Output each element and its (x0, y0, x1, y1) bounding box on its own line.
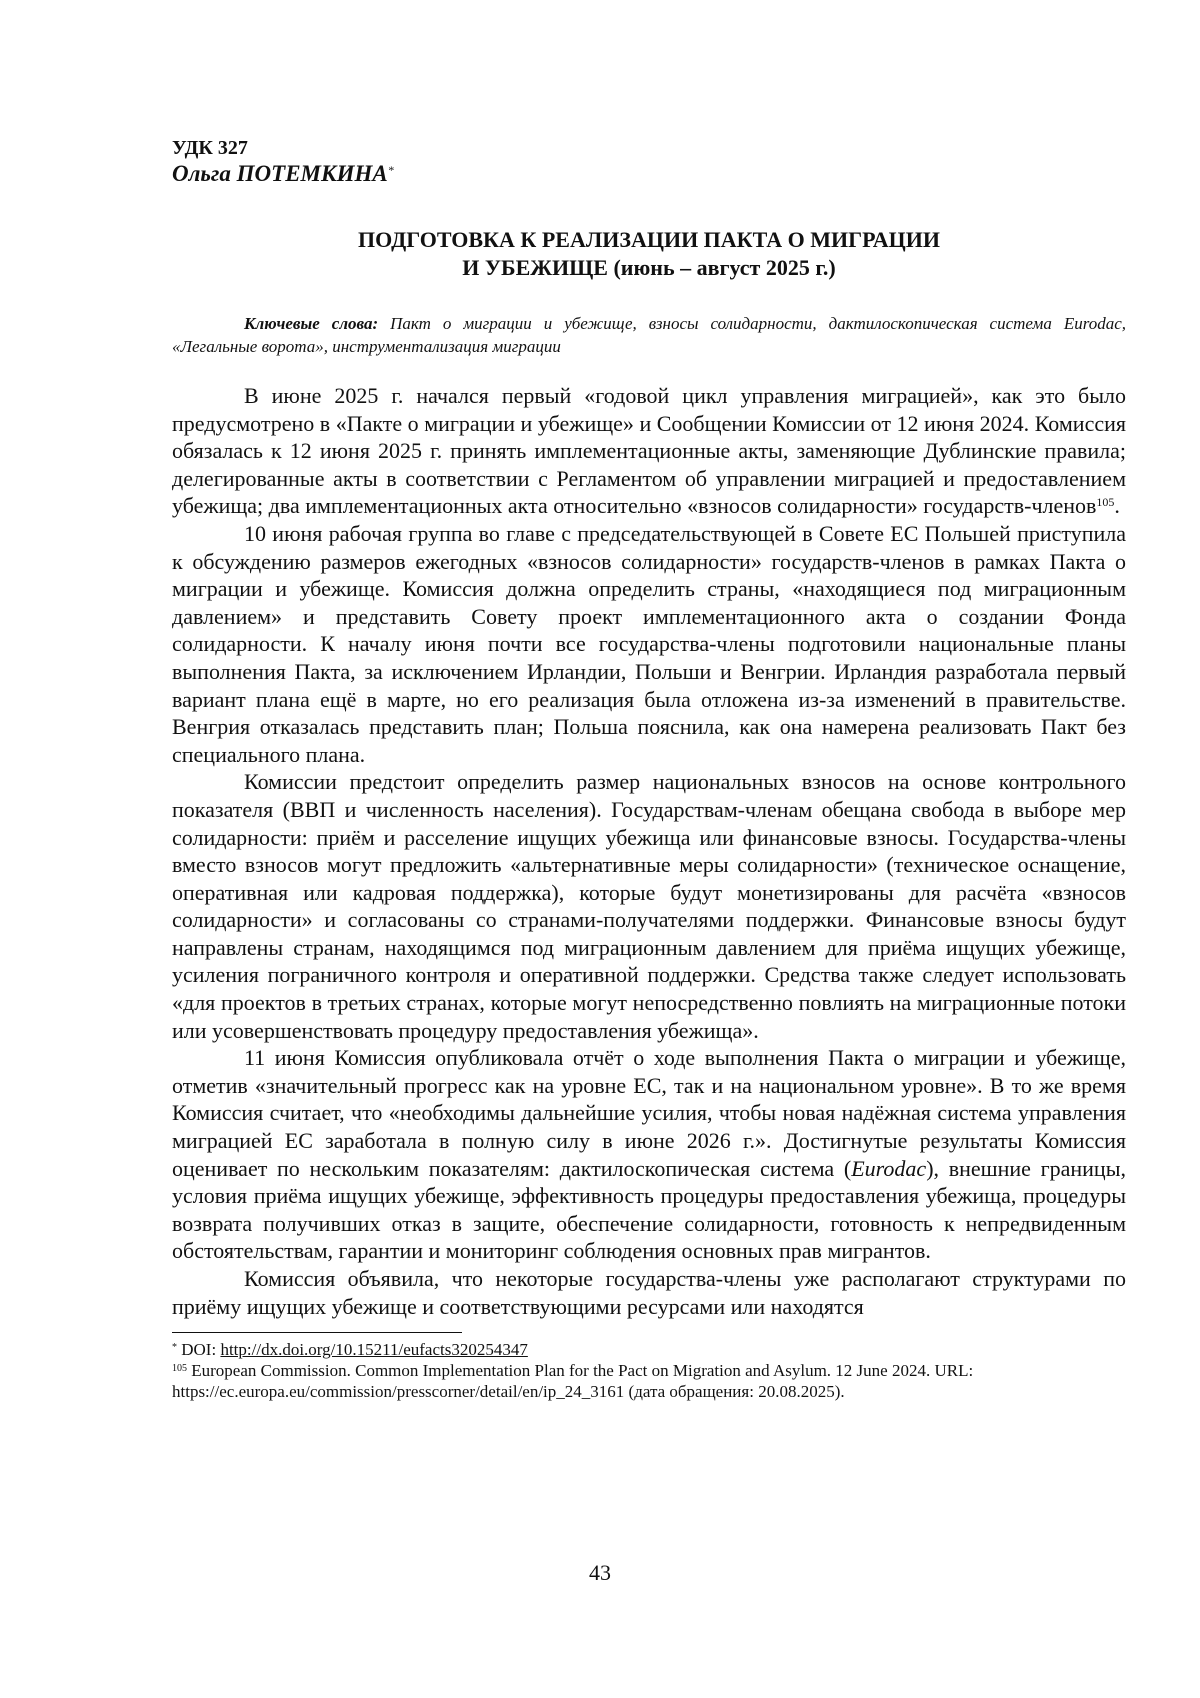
footnote-105-text: European Commission. Common Implementation Plan for the Pact on Migration and Asylum. 12 June 2024. URL: https://ec.europa.eu/commission/presscorner/detail/en/ip_24_3161 (дата обращения: 20.08.2025). (172, 1361, 974, 1402)
author-name-text: Ольга ПОТЕМКИНА (172, 161, 388, 186)
paragraph-3: Комиссии предстоит определить размер национальных взносов на основе контрольного показателя (ВВП и численность населения). Государствам-членам обещана свобода в выборе мер солидарности: приём и расселение ищущих убежища или финансовые взносы. Государства-члены вместо взносов могут предложить «альтернативные меры солидарности» (техническое оснащение, оперативная или кадровая поддержка), которые будут монетизированы для расчёта «взносов солидарности» и согласованы со странами-получателями поддержки. Финансовые взносы будут направлены странам, находящимся под миграционным давлением для приёма ищущих убежище, усиления пограничного контроля и оперативной поддержки. Средства также следует использовать «для проектов в третьих странах, которые могут непосредственно повлиять на миграционные потоки или усовершенствовать процедуру предоставления убежища». (172, 769, 1126, 1043)
footnote-doi-label: DOI: (177, 1340, 221, 1360)
paragraph-1-end: . (1114, 493, 1120, 519)
footnote-divider (172, 1332, 462, 1333)
article-title-line-1: ПОДГОТОВКА К РЕАЛИЗАЦИИ ПАКТА О МИГРАЦИИ (358, 227, 940, 252)
paragraph-4 (172, 1044, 1126, 1265)
paragraph-5: Комиссия объявила, что некоторые государства-члены уже располагают структурами по приёму ищущих убежище и соответствующими ресурсами или находятся (172, 1266, 1126, 1319)
paragraph-4-text-b: ), внешние границы, условия приёма ищущих убежище, эффективность процедуры предоставления убежища, процедуры возврата получивших отказ в защите, обеспечение солидарности, готовность к непредвиденным обстоятельствам, гарантии и мониторинг соблюдения основных прав мигрантов. (172, 1155, 1126, 1264)
keywords-text: Пакт о миграции и убежище, взносы солидарности, дактилоскопическая система Eurodac, «Легальные ворота», инструментализация миграции (172, 314, 1126, 356)
footnote-doi (172, 1339, 1126, 1360)
paragraph-1-text: В июне 2025 г. начался первый «годовой цикл управления миграцией», как это было предусмотрено в «Пакте о миграции и убежище» и Сообщении Комиссии от 12 июня 2024. Комиссия обязалась к 12 июня 2025 г. принять имплементационные акты, заменяющие Дублинские правила; делегированные акты в соответствии с Регламентом об управлении миграцией и предоставлением убежища; два имплементационных акта относительно «взносов солидарности» государств-членов (172, 383, 1126, 519)
footnote-105-mark: 105 (172, 1363, 187, 1375)
footnotes (172, 1339, 1126, 1402)
author-name (172, 160, 1126, 188)
paragraph-2: 10 июня рабочая группа во главе с председательствующей в Совете ЕС Польшей приступила к обсуждению размеров ежегодных «взносов солидарности» государств-членов в рамках Пакта о миграции и убежище. Комиссия должна определить страны, «находящиеся под миграционным давлением» и представить Совету проект имплементационного акта о создании Фонда солидарности. К началу июня почти все государства-члены подготовили национальные планы выполнения Пакта, за исключением Ирландии, Польши и Венгрии. Ирландия разработала первый вариант плана ещё в марте, но его реализация была отложена из-за изменений в правительстве. Венгрия отказалась представить план; Польша пояснила, как она намерена реализовать Пакт без специального плана. (172, 520, 1126, 767)
article-title (172, 226, 1126, 282)
paragraph-1 (172, 382, 1126, 520)
article-title-line-2: И УБЕЖИЩЕ (июнь – август 2025 г.) (462, 255, 836, 280)
udk-code: УДК 327 (172, 137, 248, 159)
keywords-label: Ключевые слова: (244, 314, 379, 333)
page-content (172, 136, 1126, 1402)
author-footnote-mark: * (387, 163, 394, 177)
article-body (172, 382, 1126, 1320)
keywords (172, 312, 1126, 358)
paragraph-4-eurodac: Eurodac (851, 1155, 927, 1181)
footnote-105 (172, 1360, 1126, 1402)
doi-link[interactable]: http://dx.doi.org/10.15211/eufacts320254347 (220, 1340, 528, 1360)
page-number: 43 (589, 1560, 611, 1585)
footnote-doi-mark: * (172, 1342, 177, 1354)
footnote-ref-105: 105 (1096, 495, 1115, 510)
paragraph-4-text-a: 11 июня Комиссия опубликовала отчёт о ходе выполнения Пакта о миграции и убежище, отметив «значительный прогресс как на уровне ЕС, так и на национальном уровне». В то же время Комиссия считает, что «необходимы дальнейшие усилия, чтобы новая надёжная система управления миграцией ЕС заработала в полную силу в июне 2026 г.». Достигнутые результаты Комиссия оценивает по нескольким показателям: дактилоскопическая система ( (172, 1045, 1126, 1181)
